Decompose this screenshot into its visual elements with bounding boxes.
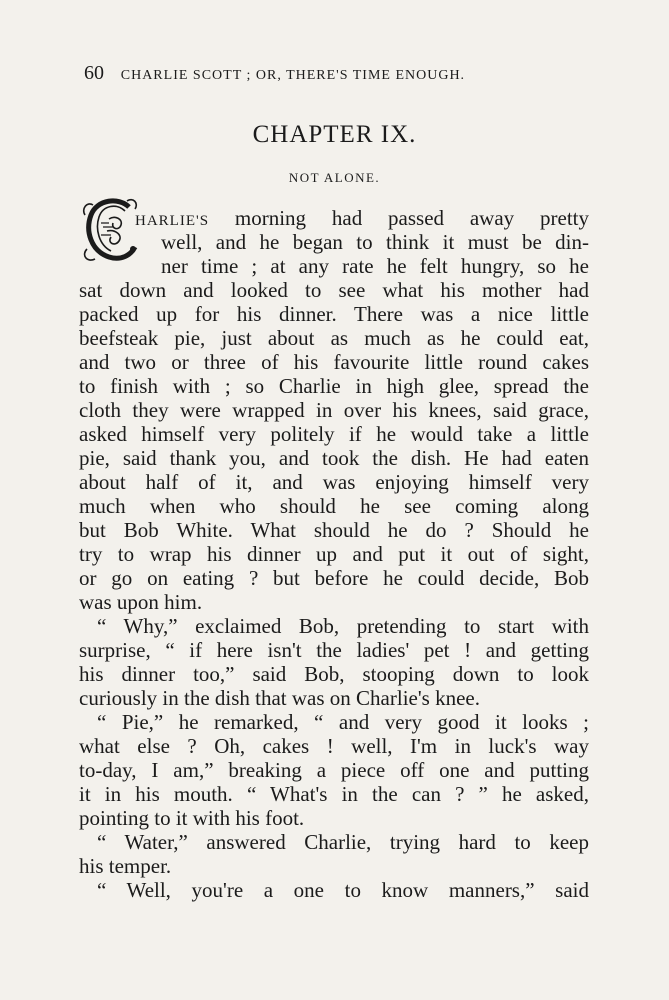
text-line: ner time ; at any rate he felt hungry, so he (161, 254, 589, 278)
text-line: HARLIE'S morning had passed away pretty (135, 206, 589, 230)
text-line: much when who should he see coming along (79, 494, 589, 518)
text-line: to-day, I am,” breaking a piece off one and putting (79, 758, 589, 782)
text-line: his temper. (79, 854, 172, 878)
running-head (84, 60, 584, 89)
text-line: “ Why,” exclaimed Bob, pretending to start with (97, 614, 589, 638)
text-line: what else ? Oh, cakes ! well, I'm in luck's way (79, 734, 589, 758)
page-number: 60 (84, 62, 104, 84)
text-line: and two or three of his favourite little round cakes (79, 350, 589, 374)
text-line: try to wrap his dinner up and put it out of sight, (79, 542, 589, 566)
text-line: it in his mouth. “ What's in the can ? ” he asked, (79, 782, 589, 806)
text-line: was upon him. (79, 590, 203, 614)
text-line: but Bob White. What should he do ? Should he (79, 518, 589, 542)
text-line: well, and he began to think it must be din- (161, 230, 589, 254)
text-line: his dinner too,” said Bob, stooping down to look (79, 662, 589, 686)
text-line: curiously in the dish that was on Charlie's knee. (79, 686, 480, 710)
running-title: CHARLIE SCOTT ; OR, THERE'S TIME ENOUGH. (120, 68, 466, 83)
text-line: surprise, “ if here isn't the ladies' pet ! and getting (79, 638, 589, 662)
text-line: about half of it, and was enjoying himself very (79, 470, 589, 494)
ornamental-dropcap-c (79, 193, 143, 265)
text-line: pie, said thank you, and took the dish. He had eaten (79, 446, 589, 470)
text-line: “ Pie,” he remarked, “ and very good it looks ; (97, 710, 589, 734)
text-line: to finish with ; so Charlie in high glee, spread the (79, 374, 589, 398)
first-word-smallcaps: HARLIE'S (135, 213, 210, 229)
text-line: beefsteak pie, just about as much as he could eat, (79, 326, 589, 350)
text-line: “ Well, you're a one to know manners,” said (97, 878, 589, 902)
chapter-title: CHAPTER IX. (252, 121, 417, 148)
text-line: packed up for his dinner. There was a nice little (79, 302, 589, 326)
text-line: cloth they were wrapped in over his knees, said grace, (79, 398, 589, 422)
text-line: pointing to it with his foot. (79, 806, 305, 830)
text-line: or go on eating ? but before he could decide, Bob (79, 566, 589, 590)
chapter-subtitle: NOT ALONE. (288, 170, 381, 185)
text-line: “ Water,” answered Charlie, trying hard to keep (97, 830, 589, 854)
text-line: sat down and looked to see what his mother had (79, 278, 589, 302)
text-line: asked himself very politely if he would take a little (79, 422, 589, 446)
